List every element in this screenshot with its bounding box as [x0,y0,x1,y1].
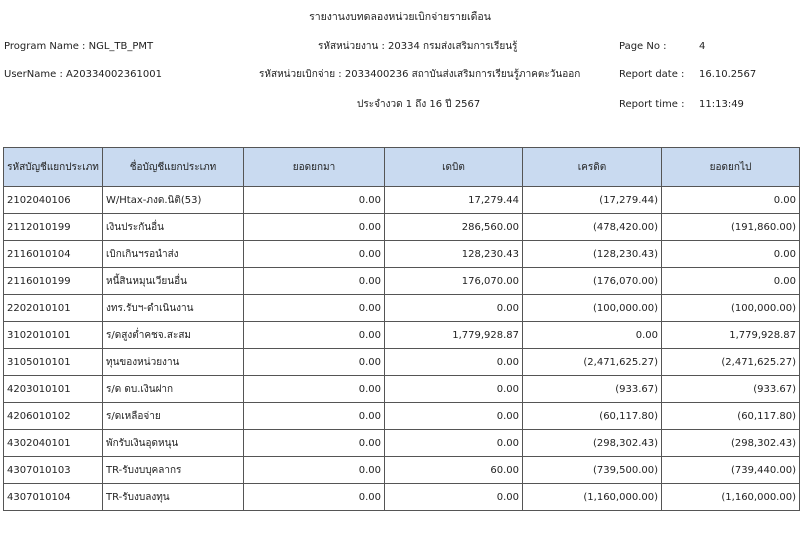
cell-credit: (2,471,625.27) [523,349,662,376]
cell-account-code: 3105010101 [4,349,103,376]
cell-account-name: TR-รับงบลงทุน [103,484,244,511]
report-time-value: 11:13:49 [699,99,744,110]
cell-account-code: 2116010199 [4,268,103,295]
cell-closing-balance: (1,160,000.00) [662,484,800,511]
report-title: รายงานงบทดลองหน่วยเบิกจ่ายรายเดือน [309,11,491,23]
cell-credit: (478,420.00) [523,214,662,241]
header-row [4,148,800,187]
cell-closing-balance: (2,471,625.27) [662,349,800,376]
cell-debit: 0.00 [385,295,523,322]
cell-opening-balance: 0.00 [244,241,385,268]
cell-closing-balance: (191,860.00) [662,214,800,241]
cell-closing-balance: (739,440.00) [662,457,800,484]
cell-account-name: ทุนของหน่วยงาน [103,349,244,376]
table-row [4,295,800,322]
cell-account-code: 2116010104 [4,241,103,268]
cell-debit: 128,230.43 [385,241,523,268]
cell-debit: 1,779,928.87 [385,322,523,349]
cell-debit: 0.00 [385,349,523,376]
program-name: Program Name : NGL_TB_PMT [4,41,154,52]
cell-credit: 0.00 [523,322,662,349]
cell-debit: 17,279.44 [385,187,523,214]
header-account-name: ชื่อบัญชีแยกประเภท [103,148,244,187]
report-date-value: 16.10.2567 [699,69,757,80]
cell-account-name: หนี้สินหมุนเวียนอื่น [103,268,244,295]
cell-opening-balance: 0.00 [244,187,385,214]
header-closing-balance: ยอดยกไป [662,148,800,187]
username: UserName : A20334002361001 [4,69,162,80]
page-no-value: 4 [699,41,706,52]
cell-closing-balance: (100,000.00) [662,295,800,322]
cell-debit: 60.00 [385,457,523,484]
table-row [4,430,800,457]
cell-closing-balance: 0.00 [662,241,800,268]
table-row [4,268,800,295]
cell-closing-balance: (298,302.43) [662,430,800,457]
cell-closing-balance: 0.00 [662,268,800,295]
cell-debit: 0.00 [385,376,523,403]
cell-credit: (17,279.44) [523,187,662,214]
table-row [4,214,800,241]
cell-opening-balance: 0.00 [244,457,385,484]
table-row [4,187,800,214]
cell-account-code: 4206010102 [4,403,103,430]
cell-account-name: เงินประกันอื่น [103,214,244,241]
cell-opening-balance: 0.00 [244,403,385,430]
cell-closing-balance: (60,117.80) [662,403,800,430]
cell-account-code: 3102010101 [4,322,103,349]
table-row [4,376,800,403]
cell-closing-balance: 1,779,928.87 [662,322,800,349]
period: ประจำงวด 1 ถึง 16 ปี 2567 [357,99,481,110]
cell-account-name: ร/ด ดบ.เงินฝาก [103,376,244,403]
cell-closing-balance: 0.00 [662,187,800,214]
cell-account-name: ร/ดเหลือจ่าย [103,403,244,430]
header-account-code: รหัสบัญชีแยกประเภท [4,148,103,187]
cell-debit: 0.00 [385,430,523,457]
header-credit: เครดิต [523,148,662,187]
cell-credit: (128,230.43) [523,241,662,268]
cell-account-code: 4302040101 [4,430,103,457]
disbursement-unit: รหัสหน่วยเบิกจ่าย : 2033400236 สถาบันส่งเสริมการเรียนรู้ภาคตะวันออก [259,69,581,80]
trial-balance-table [3,147,800,511]
cell-credit: (933.67) [523,376,662,403]
cell-opening-balance: 0.00 [244,268,385,295]
table-row [4,349,800,376]
table-row [4,322,800,349]
cell-opening-balance: 0.00 [244,376,385,403]
cell-opening-balance: 0.00 [244,322,385,349]
agency-code: รหัสหน่วยงาน : 20334 กรมส่งเสริมการเรียนรู้ [318,41,518,52]
cell-debit: 0.00 [385,403,523,430]
table-row [4,484,800,511]
table-row [4,457,800,484]
header-debit: เดบิต [385,148,523,187]
report-time-label: Report time : [619,99,685,110]
cell-opening-balance: 0.00 [244,484,385,511]
cell-opening-balance: 0.00 [244,430,385,457]
cell-account-code: 4203010101 [4,376,103,403]
cell-credit: (100,000.00) [523,295,662,322]
page-no-label: Page No : [619,41,667,52]
cell-account-name: งทร.รับฯ-ดำเนินงาน [103,295,244,322]
cell-credit: (176,070.00) [523,268,662,295]
cell-account-name: พักรับเงินอุดหนุน [103,430,244,457]
cell-debit: 176,070.00 [385,268,523,295]
cell-account-code: 2202010101 [4,295,103,322]
cell-credit: (60,117.80) [523,403,662,430]
cell-account-code: 2102040106 [4,187,103,214]
cell-closing-balance: (933.67) [662,376,800,403]
cell-opening-balance: 0.00 [244,214,385,241]
table-row [4,241,800,268]
table-row [4,403,800,430]
cell-account-code: 4307010103 [4,457,103,484]
cell-debit: 0.00 [385,484,523,511]
cell-credit: (739,500.00) [523,457,662,484]
cell-credit: (1,160,000.00) [523,484,662,511]
cell-credit: (298,302.43) [523,430,662,457]
header-opening-balance: ยอดยกมา [244,148,385,187]
cell-account-name: TR-รับงบบุคลากร [103,457,244,484]
cell-account-code: 2112010199 [4,214,103,241]
cell-account-name: ร/ดสูงต่ำคชจ.สะสม [103,322,244,349]
report-date-label: Report date : [619,69,685,80]
cell-account-name: W/Htax-ภงด.นิติ(53) [103,187,244,214]
cell-account-code: 4307010104 [4,484,103,511]
cell-opening-balance: 0.00 [244,295,385,322]
cell-opening-balance: 0.00 [244,349,385,376]
cell-account-name: เบิกเกินฯรอนำส่ง [103,241,244,268]
cell-debit: 286,560.00 [385,214,523,241]
